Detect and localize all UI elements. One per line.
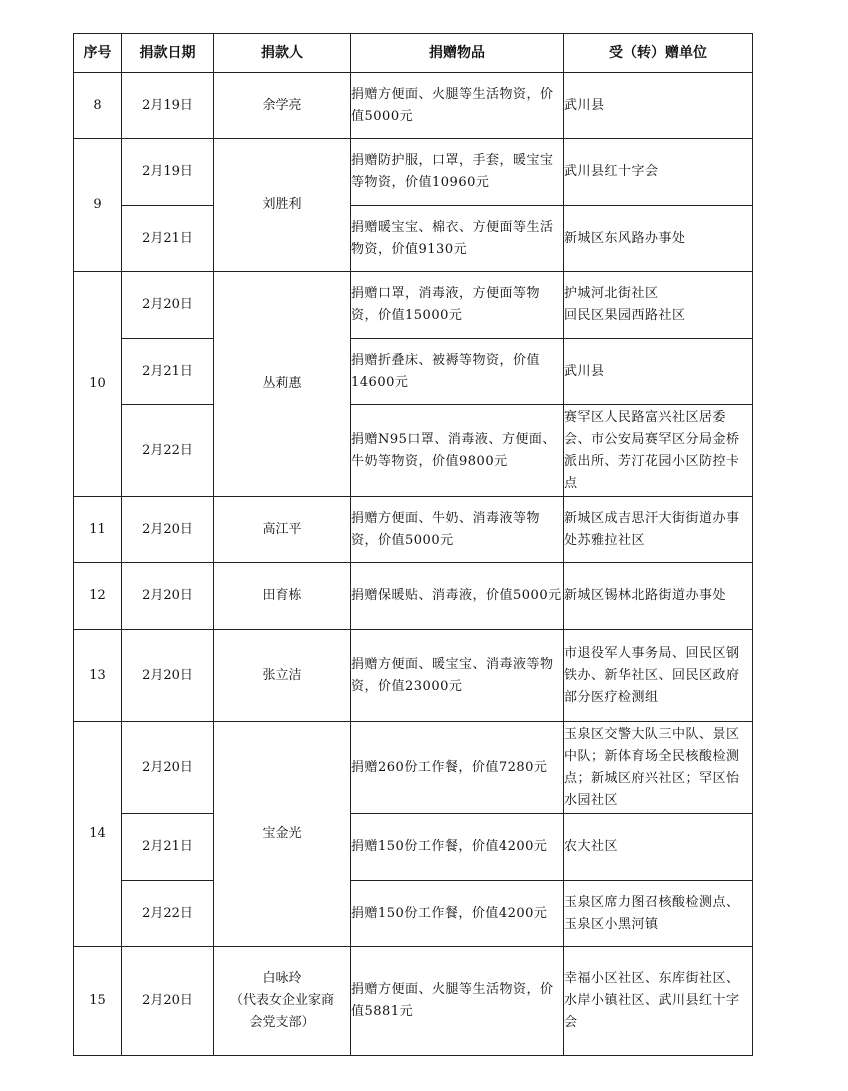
row-recipient: 新城区成吉思汗大街街道办事处苏雅拉社区 xyxy=(564,497,753,563)
row-recipient: 新城区东风路办事处 xyxy=(564,206,753,272)
table-row xyxy=(74,630,753,722)
row-donor xyxy=(214,947,351,1056)
row-goods: 捐赠方便面、牛奶、消毒液等物资，价值5000元 xyxy=(351,497,564,563)
row-goods: 捐赠保暖贴、消毒液，价值5000元 xyxy=(351,563,564,630)
row-donor: 余学亮 xyxy=(214,73,351,139)
row-date: 2月20日 xyxy=(122,947,214,1056)
row-no: 12 xyxy=(74,563,122,630)
table-row xyxy=(74,405,753,497)
donation-table xyxy=(73,33,753,1056)
row-date: 2月20日 xyxy=(122,722,214,814)
donor-line: 白咏玲 xyxy=(262,971,302,986)
row-recipient: 市退役军人事务局、回民区钢铁办、新华社区、回民区政府部分医疗检测组 xyxy=(564,630,753,722)
header-recipient: 受（转）赠单位 xyxy=(564,34,753,73)
row-goods: 捐赠方便面、火腿等生活物资，价值5881元 xyxy=(351,947,564,1056)
row-donor: 张立洁 xyxy=(214,630,351,722)
header-donor: 捐款人 xyxy=(214,34,351,73)
table-row xyxy=(74,206,753,272)
table-row xyxy=(74,814,753,881)
table-row xyxy=(74,722,753,814)
row-recipient: 赛罕区人民路富兴社区居委会、市公安局赛罕区分局金桥派出所、芳汀花园小区防控卡点 xyxy=(564,405,753,497)
row-donor: 刘胜利 xyxy=(214,139,351,272)
row-date: 2月20日 xyxy=(122,497,214,563)
row-date: 2月22日 xyxy=(122,405,214,497)
row-donor: 田育栋 xyxy=(214,563,351,630)
row-no: 8 xyxy=(74,73,122,139)
row-date: 2月20日 xyxy=(122,563,214,630)
row-goods: 捐赠150份工作餐，价值4200元 xyxy=(351,881,564,947)
row-date: 2月21日 xyxy=(122,206,214,272)
row-recipient: 武川县红十字会 xyxy=(564,139,753,206)
row-date: 2月22日 xyxy=(122,881,214,947)
table-row xyxy=(74,563,753,630)
recipient-line: 回民区果园西路社区 xyxy=(564,308,686,323)
row-donor: 丛莉惠 xyxy=(214,272,351,497)
row-date: 2月20日 xyxy=(122,630,214,722)
row-goods: 捐赠260份工作餐，价值7280元 xyxy=(351,722,564,814)
row-goods: 捐赠暖宝宝、棉衣、方便面等生活物资，价值9130元 xyxy=(351,206,564,272)
row-recipient: 新城区锡林北路街道办事处 xyxy=(564,563,753,630)
row-date: 2月21日 xyxy=(122,339,214,405)
header-no: 序号 xyxy=(74,34,122,73)
row-date: 2月19日 xyxy=(122,139,214,206)
row-date: 2月21日 xyxy=(122,814,214,881)
row-no: 10 xyxy=(74,272,122,497)
header-date: 捐款日期 xyxy=(122,34,214,73)
row-no: 14 xyxy=(74,722,122,947)
row-goods: 捐赠方便面、暖宝宝、消毒液等物资，价值23000元 xyxy=(351,630,564,722)
row-recipient xyxy=(564,272,753,339)
row-goods: 捐赠防护服，口罩，手套，暖宝宝等物资，价值10960元 xyxy=(351,139,564,206)
table-row xyxy=(74,272,753,339)
table-row xyxy=(74,339,753,405)
recipient-line: 护城河北街社区 xyxy=(564,286,659,301)
table-row xyxy=(74,139,753,206)
row-goods: 捐赠方便面、火腿等生活物资，价值5000元 xyxy=(351,73,564,139)
header-goods: 捐赠物品 xyxy=(351,34,564,73)
row-no: 9 xyxy=(74,139,122,272)
row-recipient: 武川县 xyxy=(564,73,753,139)
donor-line: （代表女企业家商 xyxy=(229,993,334,1008)
row-donor: 宝金光 xyxy=(214,722,351,947)
row-recipient: 玉泉区席力图召核酸检测点、玉泉区小黑河镇 xyxy=(564,881,753,947)
row-recipient: 农大社区 xyxy=(564,814,753,881)
row-no: 15 xyxy=(74,947,122,1056)
row-goods: 捐赠150份工作餐，价值4200元 xyxy=(351,814,564,881)
row-recipient: 玉泉区交警大队三中队、景区中队；新体育场全民核酸检测点；新城区府兴社区；罕区怡水园社区 xyxy=(564,722,753,814)
row-date: 2月20日 xyxy=(122,272,214,339)
table-header-row xyxy=(74,34,753,73)
row-recipient: 武川县 xyxy=(564,339,753,405)
row-date: 2月19日 xyxy=(122,73,214,139)
table-row xyxy=(74,881,753,947)
row-no: 11 xyxy=(74,497,122,563)
row-no: 13 xyxy=(74,630,122,722)
row-goods: 捐赠口罩，消毒液，方便面等物资，价值15000元 xyxy=(351,272,564,339)
row-recipient: 幸福小区社区、东库街社区、水岸小镇社区、武川县红十字会 xyxy=(564,947,753,1056)
row-donor: 高江平 xyxy=(214,497,351,563)
table-row xyxy=(74,73,753,139)
donor-line: 会党支部） xyxy=(249,1015,315,1030)
table-row xyxy=(74,497,753,563)
row-goods: 捐赠折叠床、被褥等物资，价值14600元 xyxy=(351,339,564,405)
table-row xyxy=(74,947,753,1056)
row-goods: 捐赠N95口罩、消毒液、方便面、牛奶等物资，价值9800元 xyxy=(351,405,564,497)
